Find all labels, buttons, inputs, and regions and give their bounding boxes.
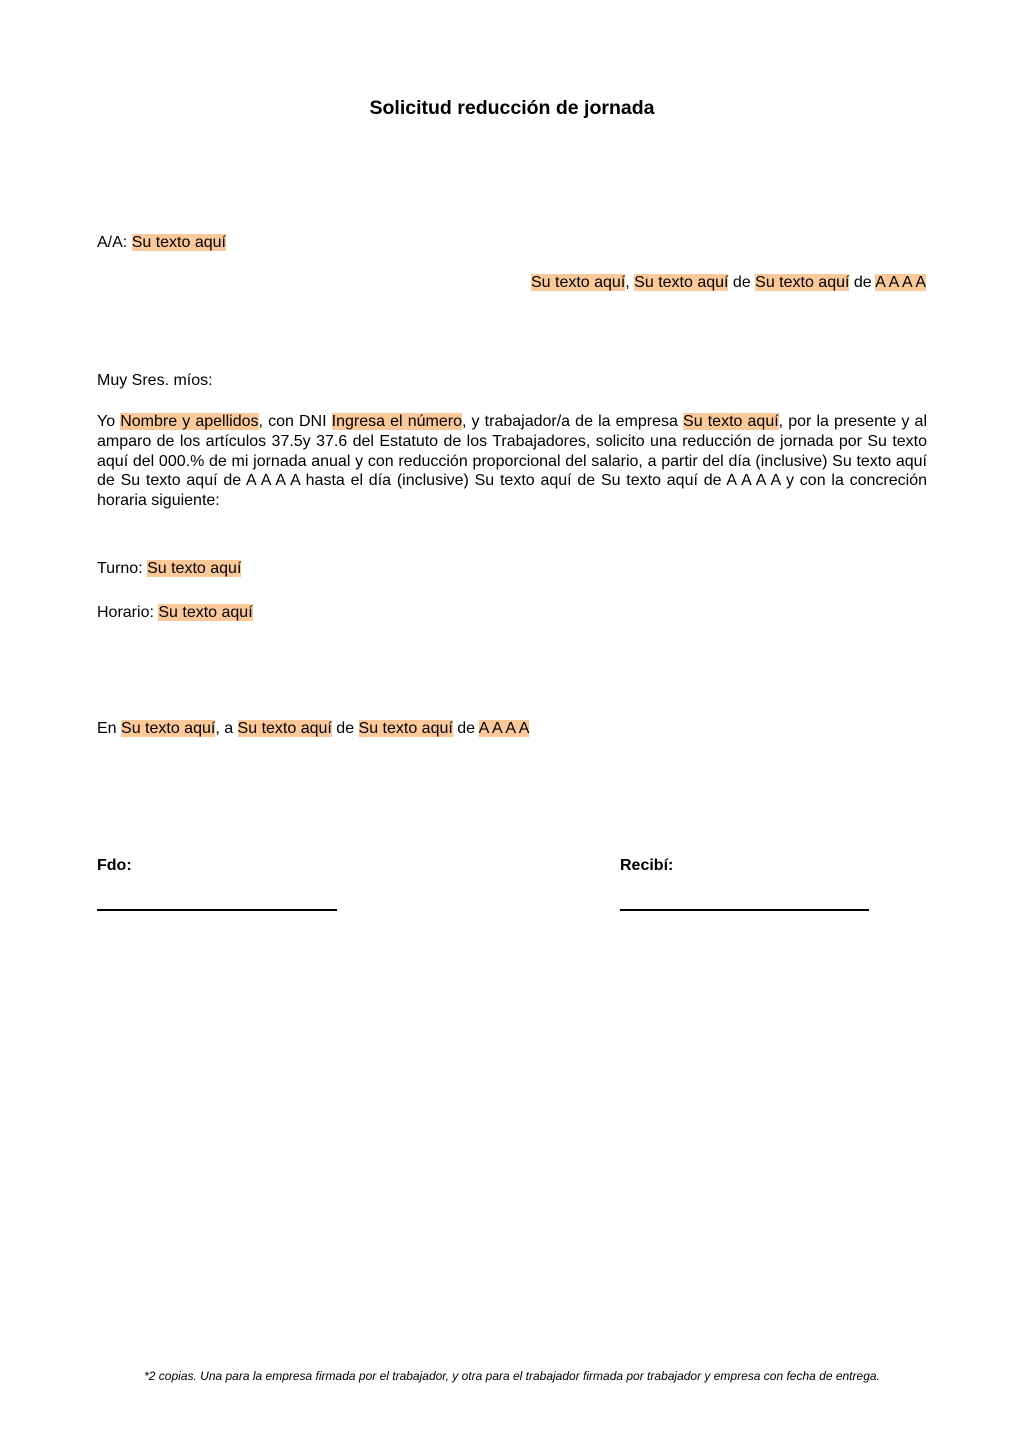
dni-field[interactable]: Ingresa el número [331,413,462,430]
fdo-signature-line [97,909,337,911]
place-day-field[interactable]: Su texto aquí [237,720,332,737]
date-de-text: de [728,274,756,291]
date-month-field[interactable]: Su texto aquí [755,274,850,291]
horario-label: Horario: [97,604,159,621]
addressee-line [97,234,226,252]
turno-line [97,560,241,578]
date-de-text: de [849,274,876,291]
date-separator: , [625,274,635,291]
turno-label: Turno: [97,560,148,577]
header-date-line [531,274,926,292]
date-day-field[interactable]: Su texto aquí [634,274,729,291]
horario-line [97,604,253,622]
body-dni-text: , con DNI [258,413,332,430]
place-de-text: de [331,720,359,737]
date-city-field[interactable]: Su texto aquí [530,274,626,291]
salutation: Muy Sres. míos: [97,372,213,389]
horario-field[interactable]: Su texto aquí [158,604,253,621]
place-de-text: de [452,720,479,737]
addressee-field[interactable]: Su texto aquí [131,234,226,251]
body-rest-text: , por la presente y al amparo de los artículos 37.5y 37.6 del Estatuto de los Trabajadores, solicito una reducción de jornada por Su texto aquí del 000.% de mi jornada anual y con reducción proporcional del salario, a partir del día (inclusive) Su texto aquí de Su texto aquí de A A A A hasta el día (inclusive) Su texto aquí de Su texto aquí de A A A A y con la concreción horaria siguiente: [97,413,927,510]
fdo-label: Fdo: [97,857,132,874]
body-yo: Yo [97,413,121,430]
name-field[interactable]: Nombre y apellidos [120,413,259,430]
document-title: Solicitud reducción de jornada [369,97,655,119]
recibi-label: Recibí: [620,857,674,874]
addressee-label: A/A: [97,234,132,251]
place-en-text: En [97,720,122,737]
company-field[interactable]: Su texto aquí [683,413,779,430]
place-month-field[interactable]: Su texto aquí [358,720,453,737]
footnote: *2 copias. Una para la empresa firmada por el trabajador, y otra para el trabajador firmada por trabajador y empresa con fecha de entrega. [144,1369,880,1383]
turno-field[interactable]: Su texto aquí [147,560,242,577]
place-city-field[interactable]: Su texto aquí [121,720,216,737]
body-paragraph [97,412,927,511]
place-a-text: , a [215,720,238,737]
place-date-line [97,720,529,738]
place-year-field[interactable]: A A A A [478,720,530,737]
recibi-signature-line [620,909,869,911]
body-company-text: , y trabajador/a de la empresa [461,413,684,430]
date-year-field[interactable]: A A A A [875,274,926,291]
